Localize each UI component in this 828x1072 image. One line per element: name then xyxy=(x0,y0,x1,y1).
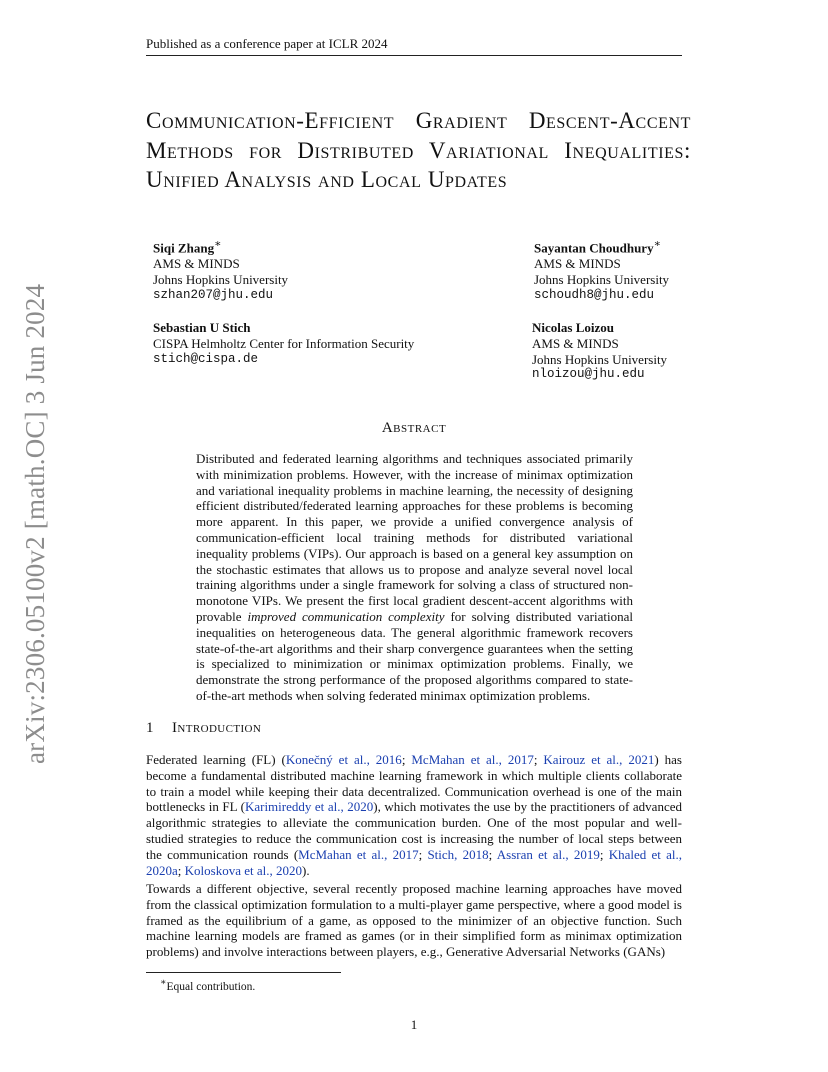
author-affiliation: Johns Hopkins University xyxy=(153,271,289,287)
citation-link[interactable]: Konečný et al., 2016 xyxy=(285,752,402,767)
text-run: ; xyxy=(599,846,609,862)
abstract-emphasis: improved communication complexity xyxy=(247,608,445,624)
intro-paragraph-2: Towards a different objective, several recently proposed machine learning approaches have moved from the classical optimization formulation to a multi-player game perspective, where a good model is framed as the equilibrium of a game, as opposed to the minimizer of an objective function. Such machine learning models are framed as games (or in their simplified form as minimax optimization problems) and involve interactions between players, e.g., Generative Adversarial Networks (GANs) xyxy=(146,881,682,960)
author-affiliation: Johns Hopkins University xyxy=(532,351,668,367)
author-email[interactable]: schoudh8@jhu.edu xyxy=(534,287,655,302)
author-name: Siqi Zhang xyxy=(153,240,215,256)
author-name: Nicolas Loizou xyxy=(532,320,614,335)
author-affiliation: CISPA Helmholtz Center for Information Security xyxy=(153,335,415,351)
text-run: ). xyxy=(302,862,310,878)
text-run: ; xyxy=(401,752,412,767)
author-affiliation: AMS & MINDS xyxy=(153,256,240,272)
equal-contribution-mark: ∗ xyxy=(653,238,661,250)
author-block xyxy=(153,237,288,304)
author-block xyxy=(534,237,669,304)
citation-link[interactable]: Karimireddy et al., 2020 xyxy=(244,799,374,815)
text-run: ; xyxy=(488,846,497,862)
text-run: ) has become a fundamental distributed machine learning framework in which multiple clients collaborate to train a model while keeping their data decentralized. Communication overhead is one of the main bottlenecks in FL ( xyxy=(146,752,682,815)
citation-link[interactable]: Assran et al., 2019 xyxy=(496,846,600,862)
author-name: Sebastian U Stich xyxy=(153,320,251,335)
author-block xyxy=(532,320,667,383)
text-run: ), which motivates the use by the practitioners of advanced algorithmic strategies to alleviate the communication burden. One of the most popular and well-studied strategies to reduce the communication cost is increasing the number of local steps between the communication rounds ( xyxy=(146,799,682,862)
footnote-mark: ∗ xyxy=(160,977,167,988)
author-name: Sayantan Choudhury xyxy=(534,240,654,256)
abstract-text: for solving distributed variational inequalities on heterogeneous data. The general algorithmic framework recovers state-of-the-art algorithms and their sharp convergence guarantees when the setting is specialized to minimization or minimax optimization problems. Finally, we demonstrate the strong performance of the proposed algorithms compared to state-of-the-art methods when solving federated minimax optimization problems. xyxy=(196,608,633,703)
citation-link[interactable]: Kairouz et al., 2021 xyxy=(543,752,655,767)
arxiv-side-stamp: arXiv:2306.05100v2 [math.OC] 3 Jun 2024 xyxy=(20,283,50,764)
intro-paragraph-1 xyxy=(146,752,682,878)
footnote-text: Equal contribution. xyxy=(166,980,256,993)
paper-title: Communication-Efficient Gradient Descent-Accent Methods for Distributed Variational Inequalities: Unified Analysis and Local Updates xyxy=(146,108,691,192)
text-run: ; xyxy=(177,862,185,878)
footnote xyxy=(160,977,255,993)
author-affiliation: AMS & MINDS xyxy=(532,335,619,351)
author-affiliation: AMS & MINDS xyxy=(534,256,621,272)
citation-link[interactable]: Khaled et al., 2020a xyxy=(146,846,683,878)
text-run: Federated learning (FL) ( xyxy=(146,752,286,767)
author-affiliation: Johns Hopkins University xyxy=(534,271,670,287)
citation-link[interactable]: Koloskova et al., 2020 xyxy=(184,862,302,878)
author-block xyxy=(153,320,414,367)
text-run: ; xyxy=(418,846,428,862)
author-email[interactable]: stich@cispa.de xyxy=(153,351,259,366)
author-email[interactable]: szhan207@jhu.edu xyxy=(153,287,274,302)
running-head: Published as a conference paper at ICLR 2024 xyxy=(146,36,682,56)
abstract-body xyxy=(196,451,633,704)
citation-link[interactable]: McMahan et al., 2017 xyxy=(411,752,534,767)
section-number: 1 xyxy=(146,720,154,736)
equal-contribution-mark: ∗ xyxy=(214,238,222,250)
abstract-text: Distributed and federated learning algorithms and techniques associated primarily with minimization problems. However, with the increase of minimax optimization and variational inequality problems in machine learning, the necessity of designing efficient distributed/federated learning approaches for these problems is becoming more apparent. In this paper, we provide a unified convergence analysis of communication-efficient local training methods for distributed variational inequality problems (VIPs). Our approach is based on a general key assumption on the stochastic estimates that allows us to propose and analyze several novel local training algorithms under a single framework for solving a class of structured non-monotone VIPs. We present the first local gradient descent-accent algorithms with provable xyxy=(196,451,633,624)
author-email[interactable]: nloizou@jhu.edu xyxy=(532,367,645,382)
page-number: 1 xyxy=(410,1017,418,1032)
citation-link[interactable]: Stich, 2018 xyxy=(427,846,489,862)
abstract-heading: Abstract xyxy=(381,420,447,436)
section-title: Introduction xyxy=(172,720,262,736)
text-run: ; xyxy=(533,752,544,767)
section-heading xyxy=(146,720,261,737)
footnote-divider xyxy=(146,972,341,973)
citation-link[interactable]: McMahan et al., 2017 xyxy=(298,846,419,862)
